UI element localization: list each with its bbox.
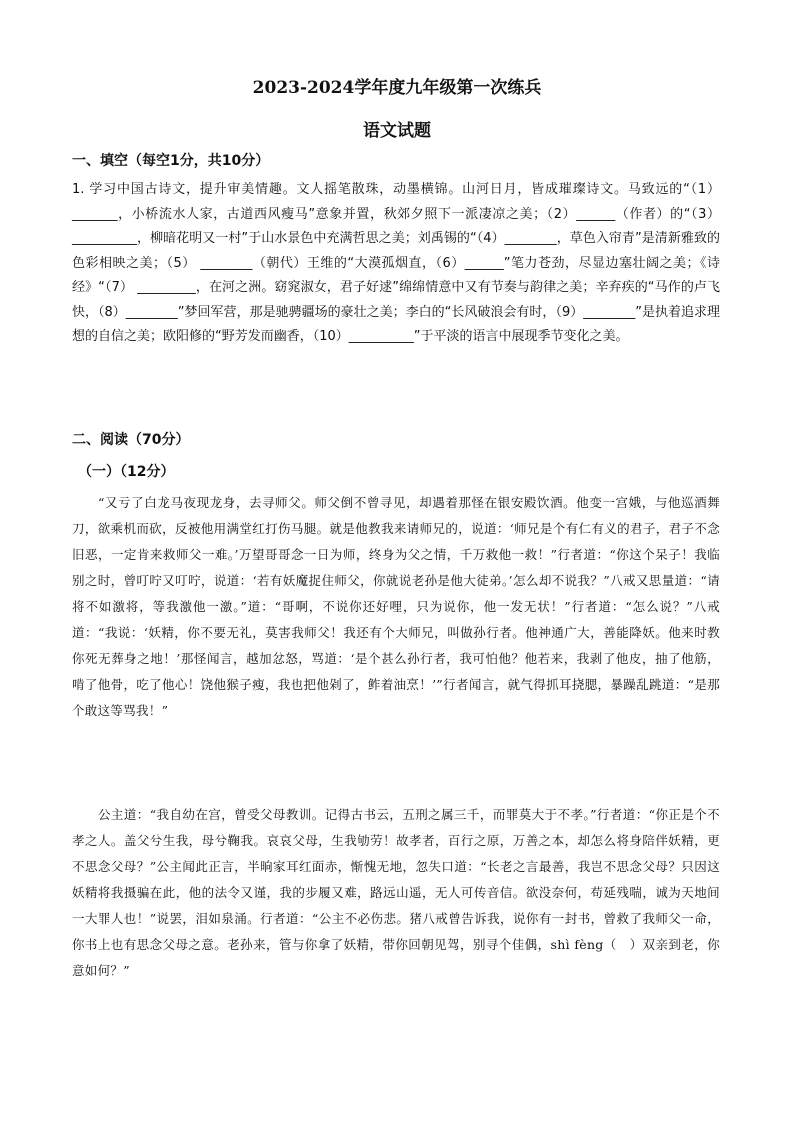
question-1	[72, 178, 720, 350]
section-heading-reading: 二、阅读（70分）	[72, 432, 190, 448]
question-1-text: 1. 学习中国古诗文，提升审美情趣。文人摇笔散珠，动墨横锦。山河日月，皆成璀璨诗文。马致远的“（1）_______，小桥流水人家，古道西风瘦马”意象并置，秋郊夕照下一派凄凉之美；（2）______（作者）的“（3）__________，柳暗花明又一村”于山水景色中充满哲思之美；刘禹锡的“（4）________，草色入帘青”是清新雅致的色彩相映之美；（5） ________（朝代）王维的“大漠孤烟直，（6）______”笔力苍劲，尽显边塞壮阔之美；《诗经》“（7） _________，在河之洲。窈窕淑女，君子好逑”绵绵情意中又有节奏与韵律之美；辛弃疾的“马作的卢飞快，（8）________”梦回军营，那是驰骋疆场的豪壮之美；李白的“长风破浪会有时，（9）________”是执着追求理想的自信之美；欧阳修的“野芳发而幽香，（10）__________”于平淡的语言中展现季节变化之美。	[72, 182, 720, 344]
reading-passage-paragraph-2	[72, 802, 720, 984]
paragraph-2-text: 公主道：“我自幼在宫，曾受父母教训。记得古书云，五刑之属三千，而罪莫大于不孝。”行者道：“你正是个不孝之人。盖父兮生我，母兮鞠我。哀哀父母，生我劬劳！故孝者，百行之原，万善之本，却怎么将身陪伴妖精，更不思念父母？”公主闻此正言，半晌家耳红面赤，惭愧无地，忽失口道：“长老之言最善，我岂不思念父母？只因这妖精将我摄骗在此，他的法令又谨，我的步履又难，路远山遥，无人可传音信。欲没奈何，苟延残喘，诚为天地间一大罪人也！”说罢，泪如泉涌。行者道：“公主不必伤悲。猪八戒曾告诉我，说你有一封书，曾救了我师父一命，你书上也有思念父母之意。老孙来，管与你拿了妖精，带你回朝见驾，别寻个佳偶，shì fèng（ ）双亲到老，你意如何？”	[72, 807, 720, 978]
reading-passage-paragraph-1	[72, 490, 720, 724]
reading-part-1-heading: （一）（12分）	[78, 464, 175, 480]
section-heading-fill-in: 一、填空（每空1分，共10分）	[72, 153, 270, 169]
exam-subtitle: 语文试题	[363, 121, 431, 141]
paragraph-1-text: “又亏了白龙马夜现龙身，去寻师父。师父倒不曾寻见，却遇着那怪在银安殿饮酒。他变一宫娥，与他巡酒舞刀，欲乘机而砍，反被他用满堂红打伤马腿。就是他教我来请师兄的，说道：‘师兄是个有仁有义的君子，君子不念旧恶，一定肯来救师父一难。’万望哥哥念一日为师，终身为父之情，千万救他一救！”行者道：“你这个呆子！我临别之时，曾叮咛又叮咛，说道：‘若有妖魔捉住师父，你就说老孙是他大徒弟。’怎么却不说我？”八戒又思量道：“请将不如激将，等我激他一激。”道：“哥啊，不说你还好哩，只为说你，他一发无状！”行者道：“怎么说？”八戒道：“我说：‘妖精，你不要无礼，莫害我师父！我还有个大师兄，叫做孙行者。他神通广大，善能降妖。他来时教你死无葬身之地！’那怪闻言，越加忿怒，骂道：‘是个甚么孙行者，我可怕他？他若来，我剥了他皮，抽了他筋，啃了他骨，吃了他心！饶他猴子瘦，我也把他剁了，鲊着油烹！’”行者闻言，就气得抓耳挠腮，暴躁乱跳道：“是那个敢这等骂我！”	[72, 495, 720, 718]
exam-title: 2023-2024学年度九年级第一次练兵	[252, 78, 542, 98]
